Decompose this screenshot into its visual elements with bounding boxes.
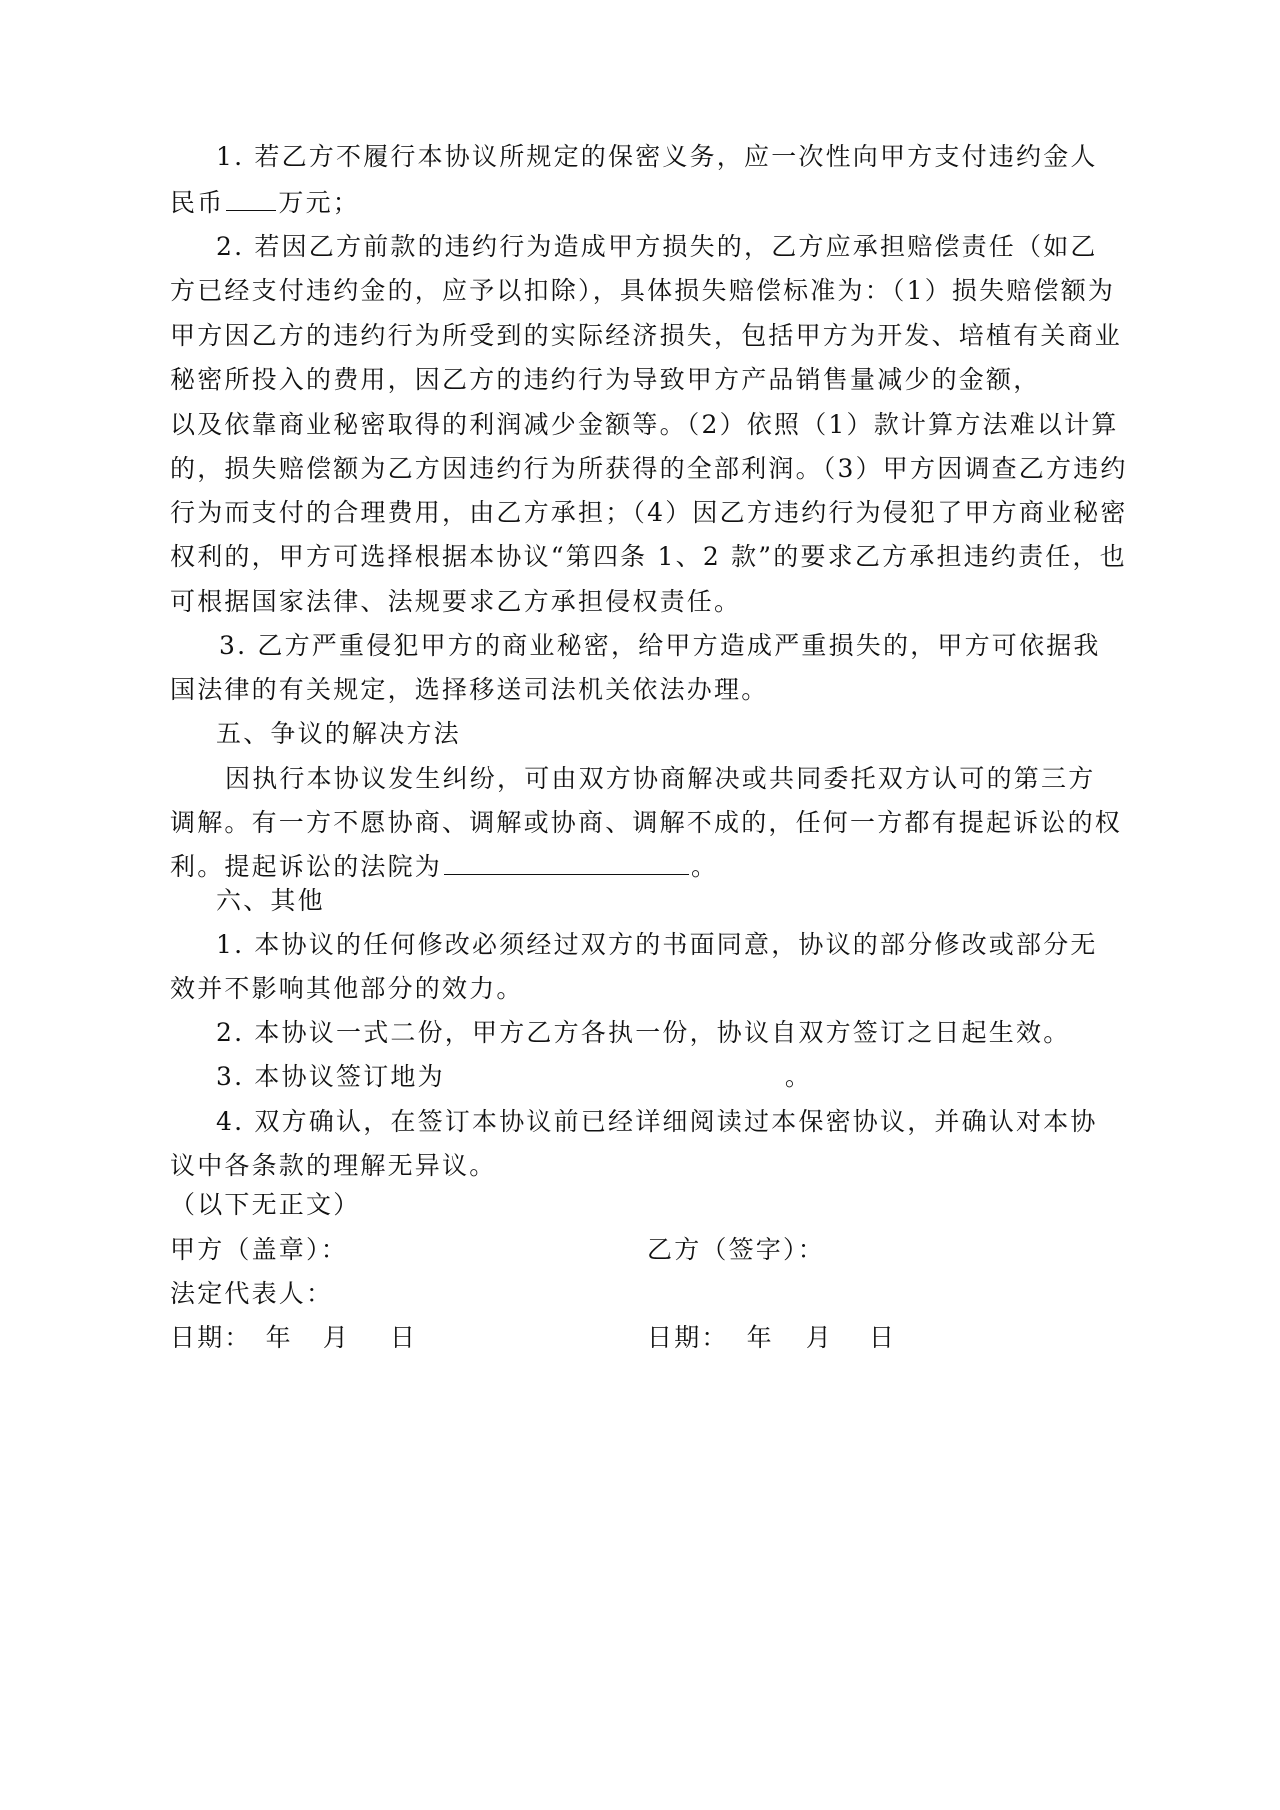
clause-4-2-line-5: 以及依靠商业秘密取得的利润减少金额等。（2）依照（1）款计算方法难以计算 (170, 410, 1119, 439)
signing-place-suffix: 。 (784, 1062, 813, 1091)
court-suffix: 。 (691, 852, 719, 881)
party-b-date (647, 1322, 896, 1354)
day-label: 日 (390, 1323, 418, 1352)
section-6-item-1-line-2: 效并不影响其他部分的效力。 (170, 974, 524, 1003)
clause-4-3-line-2: 国法律的有关规定，选择移送司法机关依法办理。 (170, 675, 769, 704)
clause-4-2-line-9: 可根据国家法律、法规要求乙方承担侵权责任。 (170, 587, 742, 616)
date-label: 日期： (170, 1323, 252, 1352)
section-5-line-3 (170, 851, 718, 883)
signing-place-label: 3. 本协议签订地为 (216, 1062, 445, 1091)
month-label: 月 (805, 1323, 834, 1352)
party-a-label: 甲方（盖章）： (170, 1235, 348, 1264)
section-5-heading: 五、争议的解决方法 (216, 719, 461, 748)
clause-4-1-suffix: 万元； (278, 188, 361, 217)
year-label: 年 (265, 1323, 293, 1352)
clause-4-3-line-1: 3. 乙方严重侵犯甲方的商业秘密，给甲方造成严重损失的，甲方可依据我 (219, 631, 1101, 660)
section-6-heading: 六、其他 (216, 886, 325, 915)
penalty-amount-blank[interactable] (226, 188, 276, 211)
clause-4-2-line-1: 2. 若因乙方前款的违约行为造成甲方损失的，乙方应承担赔偿责任（如乙 (216, 232, 1098, 261)
section-6-item-2: 2. 本协议一式二份，甲方乙方各执一份，协议自双方签订之日起生效。 (216, 1018, 1071, 1047)
legal-representative-label: 法定代表人： (170, 1279, 334, 1308)
party-b-label: 乙方（签字）： (647, 1235, 825, 1264)
day-label: 日 (869, 1323, 897, 1352)
section-6-item-4-line-1: 4. 双方确认，在签订本协议前已经详细阅读过本保密协议，并确认对本协 (216, 1107, 1098, 1136)
section-6-item-4-line-2: 议中各条款的理解无异议。 (170, 1151, 497, 1180)
court-name-blank[interactable] (444, 852, 689, 875)
section-5-line-1: 因执行本协议发生纠纷，可由双方协商解决或共同委托双方认可的第三方 (225, 764, 1096, 793)
section-5-line-2: 调解。有一方不愿协商、调解或协商、调解不成的，任何一方都有提起诉讼的权 (170, 808, 1123, 837)
date-label: 日期： (647, 1323, 729, 1352)
court-label: 利。提起诉讼的法院为 (170, 852, 443, 881)
party-a-date (170, 1322, 417, 1354)
clause-4-1-line-2 (170, 187, 360, 219)
clause-4-2-line-8: 权利的，甲方可选择根据本协议“第四条 1、2 款”的要求乙方承担违约责任，也 (170, 542, 1127, 571)
end-note: （以下无正文） (170, 1190, 361, 1219)
clause-4-2-line-3: 甲方因乙方的违约行为所受到的实际经济损失，包括甲方为开发、培植有关商业 (170, 321, 1123, 350)
month-label: 月 (322, 1323, 351, 1352)
clause-4-2-line-4: 秘密所投入的费用，因乙方的违约行为导致甲方产品销售量减少的金额， (170, 365, 1041, 394)
year-label: 年 (746, 1323, 774, 1352)
clause-4-1-line-1: 1. 若乙方不履行本协议所规定的保密义务，应一次性向甲方支付违约金人 (216, 142, 1098, 171)
section-6-item-3 (216, 1061, 812, 1093)
clause-4-1-prefix: 民币 (170, 188, 225, 217)
section-6-item-1-line-1: 1. 本协议的任何修改必须经过双方的书面同意，协议的部分修改或部分无 (216, 930, 1098, 959)
clause-4-2-line-6: 的，损失赔偿额为乙方因违约行为所获得的全部利润。（3）甲方因调查乙方违约 (170, 454, 1128, 483)
clause-4-2-line-2: 方已经支付违约金的，应予以扣除），具体损失赔偿标准为：（1）损失赔偿额为 (170, 276, 1116, 305)
clause-4-2-line-7: 行为而支付的合理费用，由乙方承担；（4）因乙方违约行为侵犯了甲方商业秘密 (170, 498, 1128, 527)
